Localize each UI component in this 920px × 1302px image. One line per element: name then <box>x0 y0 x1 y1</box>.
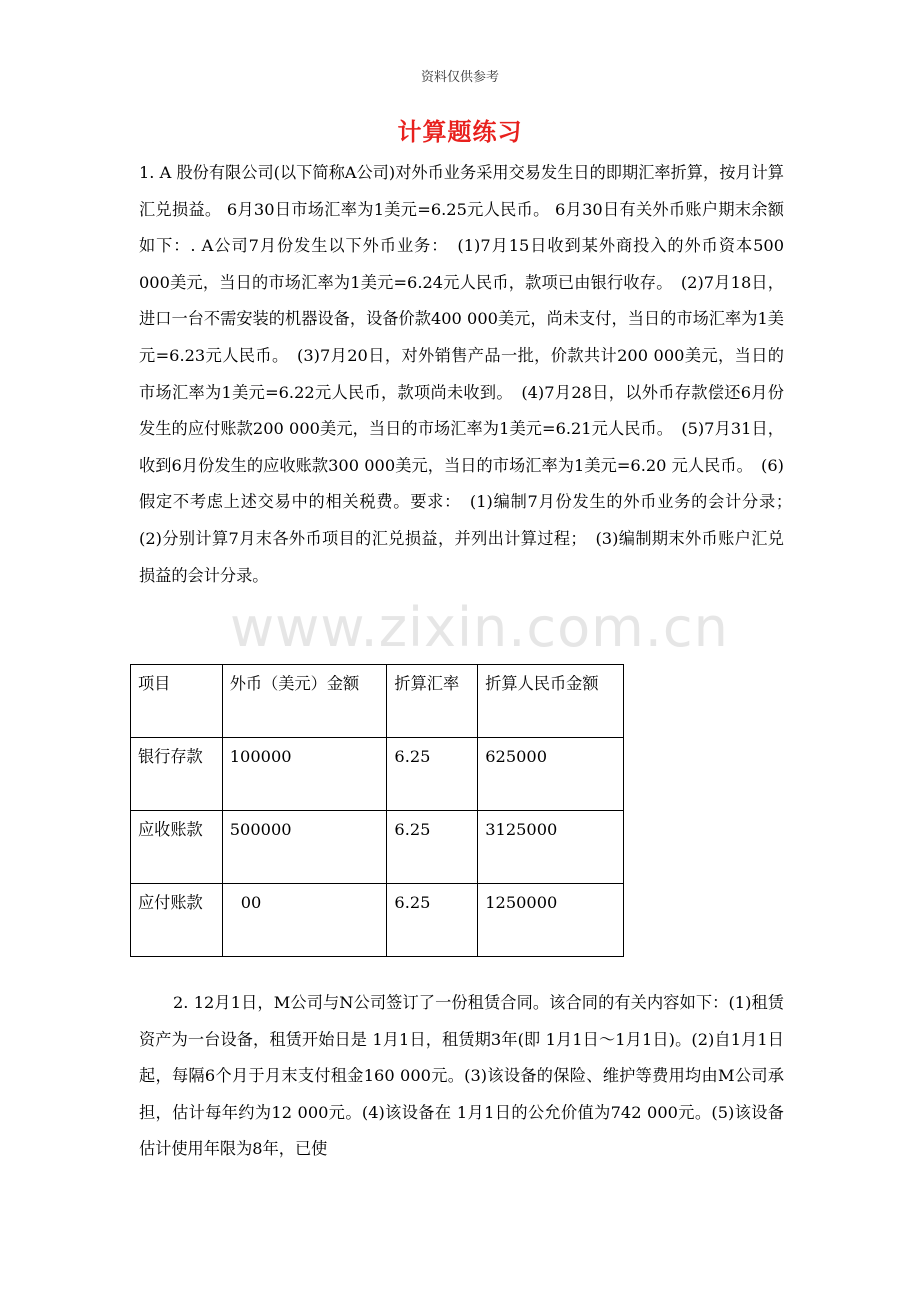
question-2-text: 2. 12月1日，M公司与N公司签订了一份租赁合同。该合同的有关内容如下：(1)租赁资产为一台设备，租赁开始日是 1月1日，租赁期3年(即 1月1日～1月1日)。(2)自1月1日起，每隔6个月于月末支付租金160 000元。(3)该设备的保险、维护等费用均由M公司承担，估计每年约为12 000元。(4)该设备在 1月1日的公允价值为742 000元。(5)该设备估计使用年限为8年，已使 <box>139 993 784 1159</box>
table-header-cell: 外币（美元）金额 <box>222 665 387 738</box>
table-header-cell: 折算汇率 <box>387 665 478 738</box>
question-1-text: 1. A 股份有限公司(以下简称A公司)对外币业务采用交易发生日的即期汇率折算，按月计算汇兑损益。 6月30日市场汇率为1美元=6.25元人民币。 6月30日有关外币账户期末余额如下：. A公司7月份发生以下外币业务： (1)7月15日收到某外商投入的外币资本500 000美元，当日的市场汇率为1美元=6.24元人民币，款项已由银行收存。 (2)7月18日，进口一台不需安装的机器设备，设备价款400 000美元，尚未支付，当日的市场汇率为1美元=6.23元人民币。 (3)7月20日，对外销售产品一批，价款共计200 000美元，当日的市场汇率为1美元=6.22元人民币，款项尚未收到。 (4)7月28日，以外币存款偿还6月份发生的应付账款200 000美元，当日的市场汇率为1美元=6.21元人民币。 (5)7月31日，收到6月份发生的应收账款300 000美元，当日的市场汇率为1美元=6.20 元人民币。 (6)假定不考虑上述交易中的相关税费。要求： (1)编制7月份发生的外币业务的会计分录； (2)分别计算7月末各外币项目的汇兑损益，并列出计算过程； (3)编制期末外币账户汇兑损益的会计分录。 <box>139 163 801 585</box>
table-cell: 6.25 <box>387 884 478 957</box>
table-cell: 6.25 <box>387 738 478 811</box>
table-row <box>131 811 624 884</box>
table-cell: 1250000 <box>478 884 624 957</box>
table-cell: 00 <box>222 884 387 957</box>
table-row <box>131 738 624 811</box>
table-header-cell: 项目 <box>131 665 223 738</box>
table-cell: 6.25 <box>387 811 478 884</box>
page-header-note: 资料仅供参考 <box>420 70 499 85</box>
table-cell: 银行存款 <box>131 738 223 811</box>
table-header-cell: 折算人民币金额 <box>478 665 624 738</box>
table-cell: 500000 <box>222 811 387 884</box>
page-title: 计算题练习 <box>397 118 523 146</box>
table-cell: 应付账款 <box>131 884 223 957</box>
table-header-row <box>131 665 624 738</box>
table-cell: 3125000 <box>478 811 624 884</box>
watermark: www.zixin.com.cn <box>230 596 729 659</box>
table-cell: 100000 <box>222 738 387 811</box>
exchange-balance-table <box>130 664 624 957</box>
table-row <box>131 884 624 957</box>
table-cell: 应收账款 <box>131 811 223 884</box>
table-cell: 625000 <box>478 738 624 811</box>
